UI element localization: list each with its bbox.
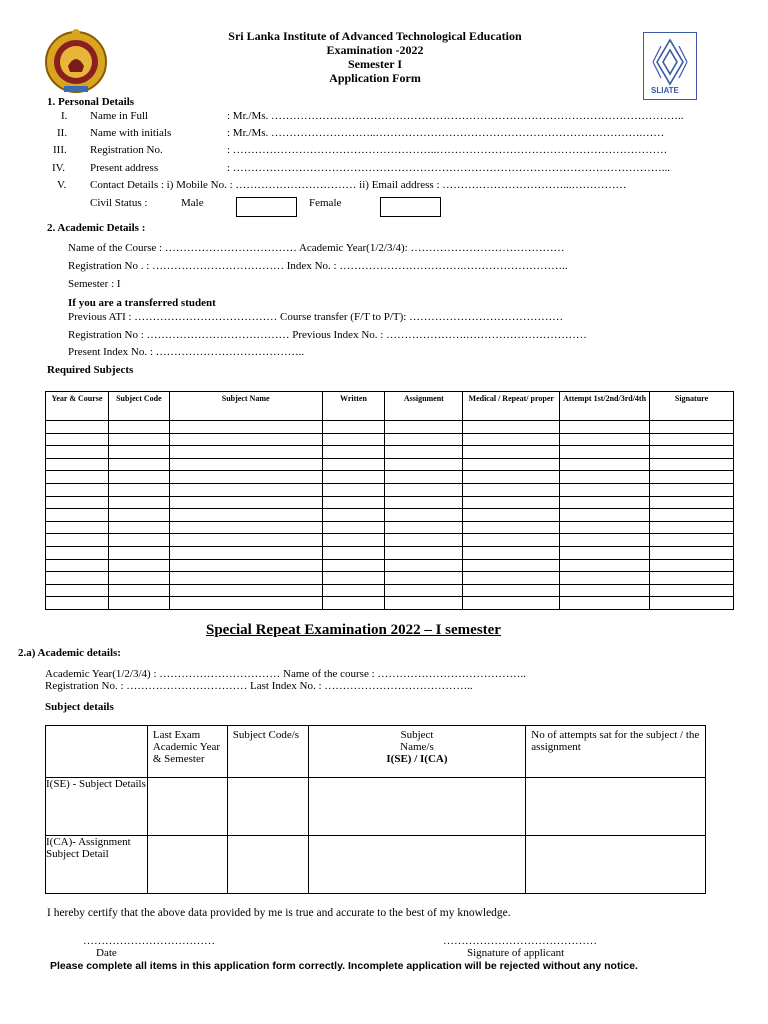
- table-cell[interactable]: [46, 509, 109, 522]
- table-cell[interactable]: [385, 458, 463, 471]
- table-cell[interactable]: [169, 471, 322, 484]
- table-cell[interactable]: [46, 421, 109, 434]
- table-cell[interactable]: [322, 496, 385, 509]
- table-cell[interactable]: [46, 458, 109, 471]
- table-cell[interactable]: [650, 433, 734, 446]
- cell[interactable]: [308, 778, 526, 836]
- table-cell[interactable]: [108, 433, 169, 446]
- table-cell[interactable]: [322, 421, 385, 434]
- table-cell[interactable]: [169, 546, 322, 559]
- table-cell[interactable]: [560, 572, 650, 585]
- completion-notice: Please complete all items in this application form correctly. Incomplete application will be rejected without any notice.: [50, 960, 638, 972]
- col-subject-names: [308, 726, 526, 778]
- table-cell[interactable]: [46, 534, 109, 547]
- table-cell[interactable]: [560, 483, 650, 496]
- table-cell[interactable]: [169, 597, 322, 610]
- table-cell[interactable]: [385, 471, 463, 484]
- table-cell[interactable]: [322, 433, 385, 446]
- table-cell[interactable]: [169, 534, 322, 547]
- certification-statement: I hereby certify that the above data provided by me is true and accurate to the best of my knowledge.: [47, 907, 511, 919]
- table-cell[interactable]: [46, 584, 109, 597]
- table-cell[interactable]: [46, 597, 109, 610]
- previous-index-row[interactable]: Registration No : ………………………………… Previous Index No. : ………………….……………………………: [68, 329, 587, 341]
- table-row: [46, 584, 734, 597]
- present-index-row[interactable]: Present Index No. : …………………………………..: [68, 346, 305, 358]
- table-cell[interactable]: [385, 521, 463, 534]
- row-num: IV.: [52, 162, 65, 174]
- table-cell[interactable]: [560, 521, 650, 534]
- required-subjects-table: [45, 391, 734, 610]
- sliate-logo-text: SLIATE: [651, 86, 679, 95]
- table-cell[interactable]: [322, 483, 385, 496]
- table-cell[interactable]: [169, 559, 322, 572]
- table-cell[interactable]: [463, 458, 560, 471]
- row-num: III.: [53, 144, 67, 156]
- table-cell[interactable]: [108, 521, 169, 534]
- col-year-course: Year & Course: [46, 392, 109, 421]
- table-cell[interactable]: [650, 471, 734, 484]
- table-row: [46, 559, 734, 572]
- table-cell[interactable]: [108, 584, 169, 597]
- table-row: [46, 483, 734, 496]
- table-cell[interactable]: [46, 496, 109, 509]
- table-cell[interactable]: [385, 446, 463, 459]
- table-cell[interactable]: [46, 446, 109, 459]
- male-checkbox[interactable]: [236, 197, 297, 217]
- transferred-heading: If you are a transferred student: [68, 297, 216, 309]
- table-cell[interactable]: [322, 446, 385, 459]
- table-cell[interactable]: [385, 559, 463, 572]
- table-row: [46, 521, 734, 534]
- signature-label: Signature of applicant: [467, 947, 565, 959]
- table-cell[interactable]: [169, 572, 322, 585]
- table-cell[interactable]: [108, 546, 169, 559]
- table-cell[interactable]: [46, 471, 109, 484]
- table-cell[interactable]: [385, 572, 463, 585]
- previous-ati-row[interactable]: Previous ATI : ………………………………… Course transfer (F/T to P/T): ……………………………………: [68, 311, 564, 323]
- row-num: V.: [57, 179, 67, 191]
- table-cell[interactable]: [169, 446, 322, 459]
- table-cell[interactable]: [322, 546, 385, 559]
- table-cell[interactable]: [650, 458, 734, 471]
- subject-details-heading: Subject details: [45, 701, 114, 713]
- table-cell[interactable]: [560, 496, 650, 509]
- table-cell[interactable]: [560, 471, 650, 484]
- se-row-label: I(SE) - Subject Details: [46, 778, 148, 836]
- contact-details-field[interactable]: Contact Details : i) Mobile No. : …………………………… ii) Email address : ……………………………...……………: [90, 179, 627, 191]
- table-cell[interactable]: [650, 597, 734, 610]
- signature-line[interactable]: ……………………………………: [443, 935, 597, 947]
- table-row: [46, 572, 734, 585]
- table-cell[interactable]: [385, 421, 463, 434]
- table-cell[interactable]: [560, 584, 650, 597]
- table-cell[interactable]: [560, 546, 650, 559]
- table-cell[interactable]: [169, 483, 322, 496]
- date-label: Date: [96, 947, 117, 959]
- table-cell[interactable]: [108, 534, 169, 547]
- table-row: [46, 446, 734, 459]
- table-cell[interactable]: [650, 496, 734, 509]
- table-cell[interactable]: [650, 446, 734, 459]
- col-signature: Signature: [650, 392, 734, 421]
- table-cell[interactable]: [385, 534, 463, 547]
- cell[interactable]: [147, 836, 227, 894]
- table-cell[interactable]: [108, 559, 169, 572]
- institute-title: Sri Lanka Institute of Advanced Technological Education: [228, 29, 522, 43]
- subject-names-sub: I(SE) / I(CA): [386, 753, 448, 765]
- col-written: Written: [322, 392, 385, 421]
- table-cell[interactable]: [463, 433, 560, 446]
- table-cell[interactable]: [108, 509, 169, 522]
- table-row: [46, 421, 734, 434]
- address-field[interactable]: : ………………………………………………………………………………………………………...: [227, 162, 671, 174]
- registration-field[interactable]: : ………………………………………………..………………………………………………………: [227, 144, 668, 156]
- male-label: Male: [181, 197, 204, 209]
- table-cell[interactable]: [385, 509, 463, 522]
- table-cell[interactable]: [650, 546, 734, 559]
- name-full-label: Name in Full: [90, 110, 149, 122]
- table-cell[interactable]: [108, 446, 169, 459]
- col-subject-name: Subject Name: [169, 392, 322, 421]
- table-cell[interactable]: [322, 509, 385, 522]
- table-cell[interactable]: [463, 446, 560, 459]
- col-blank: [46, 726, 148, 778]
- table-cell[interactable]: [108, 483, 169, 496]
- table-cell[interactable]: [463, 597, 560, 610]
- ca-row-label: I(CA)- Assignment Subject Detail: [46, 836, 148, 894]
- table-cell[interactable]: [463, 509, 560, 522]
- table-cell[interactable]: [463, 559, 560, 572]
- table-cell[interactable]: [169, 433, 322, 446]
- special-academic-heading: 2.a) Academic details:: [18, 647, 121, 659]
- table-cell[interactable]: [650, 483, 734, 496]
- table-cell[interactable]: [650, 421, 734, 434]
- table-cell[interactable]: [385, 584, 463, 597]
- table-cell[interactable]: [108, 458, 169, 471]
- required-subjects-heading: Required Subjects: [47, 364, 134, 376]
- cell[interactable]: [308, 836, 526, 894]
- table-cell[interactable]: [385, 496, 463, 509]
- table-cell[interactable]: [385, 546, 463, 559]
- table-cell[interactable]: [322, 534, 385, 547]
- exam-title: Examination -2022: [326, 43, 424, 57]
- col-assignment: Assignment: [385, 392, 463, 421]
- col-attempts: No of attempts sat for the subject / the assignment: [526, 726, 706, 778]
- table-row: [46, 597, 734, 610]
- table-cell[interactable]: [169, 584, 322, 597]
- cell[interactable]: [526, 836, 706, 894]
- table-cell[interactable]: [463, 471, 560, 484]
- cell[interactable]: [227, 778, 308, 836]
- table-cell[interactable]: [108, 421, 169, 434]
- col-last-exam: Last Exam Academic Year & Semester: [147, 726, 227, 778]
- personal-details-heading: 1. Personal Details: [47, 96, 135, 108]
- special-repeat-title: Special Repeat Examination 2022 – I semester: [206, 622, 501, 638]
- table-row: [46, 509, 734, 522]
- table-cell[interactable]: [650, 509, 734, 522]
- table-cell[interactable]: [560, 597, 650, 610]
- table-row: [46, 496, 734, 509]
- table-cell[interactable]: [169, 496, 322, 509]
- name-full-field[interactable]: : Mr./Ms. …………………………………………………………………………………………………..: [227, 110, 684, 122]
- semester-row: Semester : I: [68, 278, 121, 290]
- table-row: [46, 458, 734, 471]
- female-checkbox[interactable]: [380, 197, 441, 217]
- table-cell[interactable]: [322, 471, 385, 484]
- name-initials-field[interactable]: : Mr./Ms. ………………………..……………………………………………………………….……: [227, 127, 665, 139]
- registration-label: Registration No.: [90, 144, 163, 156]
- table-cell[interactable]: [169, 458, 322, 471]
- cell[interactable]: [526, 778, 706, 836]
- table-cell[interactable]: [322, 572, 385, 585]
- table-cell[interactable]: [463, 584, 560, 597]
- special-academic-year-row[interactable]: Academic Year(1/2/3/4) : …………………………… Name of the course : …………………………………..: [45, 668, 526, 680]
- civil-status-label: Civil Status :: [90, 197, 148, 209]
- table-cell[interactable]: [322, 559, 385, 572]
- table-cell[interactable]: [463, 421, 560, 434]
- table-cell[interactable]: [385, 433, 463, 446]
- cell[interactable]: [227, 836, 308, 894]
- table-cell[interactable]: [385, 483, 463, 496]
- table-cell[interactable]: [560, 509, 650, 522]
- table-cell[interactable]: [322, 521, 385, 534]
- semester-title: Semester I: [347, 57, 403, 71]
- table-cell[interactable]: [560, 559, 650, 572]
- table-cell[interactable]: [46, 559, 109, 572]
- table-cell[interactable]: [108, 471, 169, 484]
- table-cell[interactable]: [560, 433, 650, 446]
- course-row[interactable]: Name of the Course : ……………………………… Academic Year(1/2/3/4): ……………………………………: [68, 242, 565, 254]
- table-cell[interactable]: [463, 496, 560, 509]
- table-cell[interactable]: [650, 584, 734, 597]
- table-cell[interactable]: [560, 421, 650, 434]
- table-row: [46, 534, 734, 547]
- table-cell[interactable]: [108, 572, 169, 585]
- table-cell[interactable]: [463, 483, 560, 496]
- table-cell[interactable]: [46, 483, 109, 496]
- table-cell[interactable]: [463, 546, 560, 559]
- table-cell[interactable]: [46, 433, 109, 446]
- table-cell[interactable]: [108, 597, 169, 610]
- table-cell[interactable]: [560, 458, 650, 471]
- table-cell[interactable]: [322, 584, 385, 597]
- table-cell[interactable]: [46, 521, 109, 534]
- table-row: [46, 471, 734, 484]
- col-subject-code: Subject Code: [108, 392, 169, 421]
- form-title: Application Form: [329, 71, 421, 85]
- female-label: Female: [309, 197, 342, 209]
- table-cell[interactable]: [169, 421, 322, 434]
- special-subjects-table: [45, 725, 706, 894]
- special-registration-row[interactable]: Registration No. : …………………………… Last Index No. : …………………………………..: [45, 680, 473, 692]
- name-initials-label: Name with initials: [90, 127, 172, 139]
- table-cell[interactable]: [463, 572, 560, 585]
- date-line[interactable]: ………………………………: [83, 935, 215, 947]
- table-cell[interactable]: [463, 534, 560, 547]
- table-cell[interactable]: [560, 534, 650, 547]
- table-cell[interactable]: [169, 509, 322, 522]
- table-row: [46, 546, 734, 559]
- academic-details-heading: 2. Academic Details :: [47, 222, 146, 234]
- table-cell[interactable]: [322, 597, 385, 610]
- table-cell[interactable]: [650, 572, 734, 585]
- col-subject-codes: Subject Code/s: [227, 726, 308, 778]
- table-row: [46, 433, 734, 446]
- col-medical-repeat: Medical / Repeat/ proper: [463, 392, 560, 421]
- table-cell[interactable]: [46, 546, 109, 559]
- row-num: I.: [61, 110, 68, 122]
- sri-lanka-emblem-icon: [44, 28, 108, 94]
- table-cell[interactable]: [650, 534, 734, 547]
- table-cell[interactable]: [108, 496, 169, 509]
- table-cell[interactable]: [650, 559, 734, 572]
- subject-names-label: Subject Name/s: [400, 729, 434, 753]
- cell[interactable]: [147, 778, 227, 836]
- table-cell[interactable]: [463, 521, 560, 534]
- table-cell[interactable]: [169, 521, 322, 534]
- table-cell[interactable]: [46, 572, 109, 585]
- table-cell[interactable]: [322, 458, 385, 471]
- table-cell[interactable]: [650, 521, 734, 534]
- col-attempt: Attempt 1st/2nd/3rd/4th: [560, 392, 650, 421]
- registration-index-row[interactable]: Registration No . : ……………………………… Index No. : …………………………….………………………..: [68, 260, 568, 272]
- table-cell[interactable]: [385, 597, 463, 610]
- address-label: Present address: [90, 162, 159, 174]
- table-cell[interactable]: [560, 446, 650, 459]
- row-num: II.: [57, 127, 68, 139]
